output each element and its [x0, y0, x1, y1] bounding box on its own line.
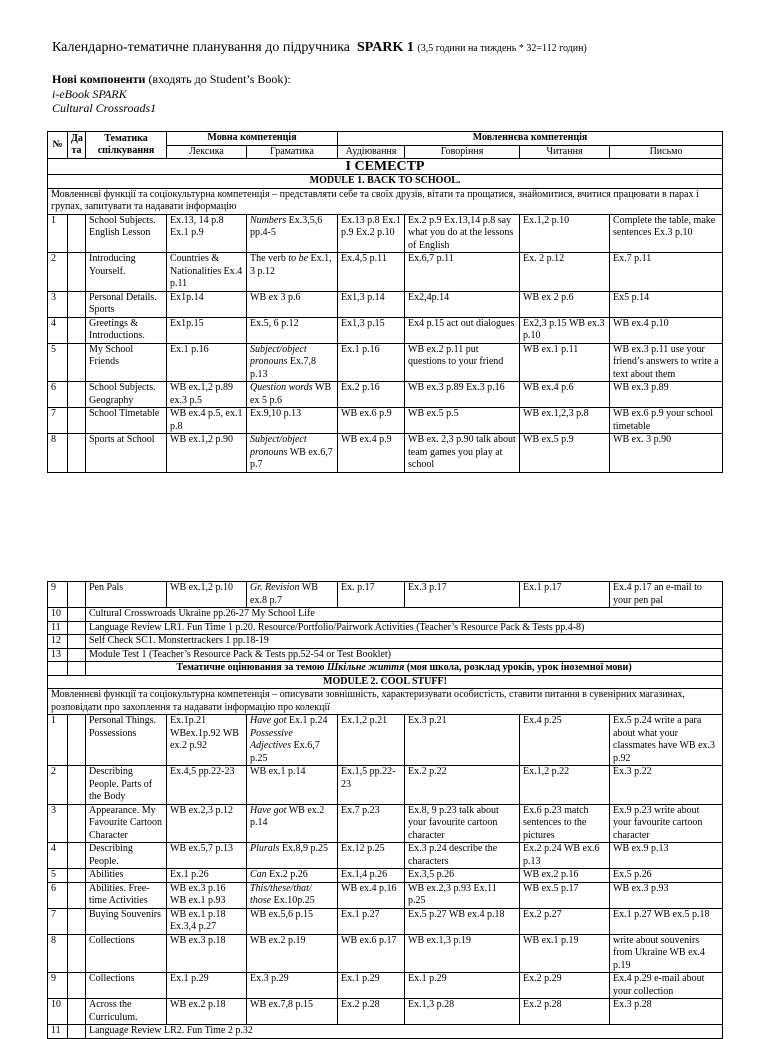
lesson-speaking: Ex.6,7 p.11	[405, 253, 520, 292]
assessment-text	[86, 662, 723, 676]
grammar-text: Ex.1 p.24	[286, 715, 328, 726]
plan-table-2	[47, 581, 723, 1039]
lesson-reading: Ex.2 p.28	[520, 999, 610, 1025]
lesson-grammar	[247, 715, 338, 766]
lesson-number: 12	[48, 635, 68, 649]
lesson-lexis: Ex.13, 14 p.8 Ex.1 p.9	[167, 214, 247, 253]
grammar-text: The verb	[250, 253, 289, 264]
lesson-date	[68, 648, 86, 662]
lesson-writing: Ex.4 p.29 e-mail about your collection	[610, 973, 723, 999]
grammar-italic: Numbers	[250, 214, 287, 226]
lesson-grammar	[247, 408, 338, 434]
lesson-lexis: WB ex.5,7 p.13	[167, 843, 247, 869]
lesson-writing: Ex.9 p.23 write about your favourite cartoon character	[610, 804, 723, 843]
lesson-grammar	[247, 582, 338, 608]
lesson-topic: Describing People.	[86, 843, 167, 869]
lesson-speaking: Ex.3 p.24 describe the characters	[405, 843, 520, 869]
semester-title: І СЕМЕСТР	[48, 159, 723, 175]
lesson-speaking: WB ex.2,3 p.93 Ex.11 p.25	[405, 882, 520, 908]
lesson-speaking: WB ex. 2,3 p.90 talk about team games you play at school	[405, 434, 520, 473]
lesson-row	[48, 582, 723, 608]
grammar-italic: Have got	[250, 804, 287, 816]
lesson-row	[48, 715, 723, 766]
grammar-text: WB ex.2 p.14	[250, 804, 325, 828]
lesson-speaking: WB ex.1,3 p.19	[405, 934, 520, 973]
grammar-text: Ex.7,8 p.13	[250, 356, 317, 380]
lesson-date	[68, 973, 86, 999]
lesson-date	[68, 662, 86, 676]
lesson-lexis: WB ex.2,3 p.12	[167, 804, 247, 843]
lesson-grammar	[247, 317, 338, 343]
lesson-grammar	[247, 343, 338, 382]
component-2: Cultural Crossroads1	[52, 101, 157, 115]
lesson-listening: Ex.13 p.8 Ex.1 p.9 Ex.2 p.10	[338, 214, 405, 253]
lesson-number: 6	[48, 882, 68, 908]
lesson-writing: Ex5 p.14	[610, 291, 723, 317]
lesson-reading: Ex.2 p.27	[520, 908, 610, 934]
lesson-listening: WB ex.4 p.9	[338, 434, 405, 473]
lesson-lexis: WB ex.4 p.5, ex.1 p.8	[167, 408, 247, 434]
new-components	[52, 72, 291, 116]
lesson-row	[48, 291, 723, 317]
lesson-date	[68, 408, 86, 434]
col-writing: Письмо	[610, 145, 723, 159]
assessment-topic: Шкільне життя	[327, 662, 405, 673]
lesson-date	[68, 766, 86, 805]
lesson-reading: WB ex.5 p.17	[520, 882, 610, 908]
lesson-reading: Ex.1,2 p.10	[520, 214, 610, 253]
grammar-text: WB ex.6,7 p.7	[250, 446, 333, 470]
lesson-grammar	[247, 291, 338, 317]
lesson-lexis: WB ex.1,2 p.90	[167, 434, 247, 473]
lesson-date	[68, 908, 86, 934]
grammar-text: WB ex 5 p.6	[250, 382, 332, 406]
lesson-lexis: Ex.1 p.16	[167, 343, 247, 382]
grammar-text: Ex.3,5,6 pp.4-5	[250, 214, 323, 238]
lesson-date	[68, 434, 86, 473]
grammar-italic: Subject/object pronouns	[250, 343, 307, 367]
component-1: i-eBook SPARK	[52, 86, 127, 101]
lesson-number: 2	[48, 766, 68, 805]
lesson-date	[68, 934, 86, 973]
lesson-speaking: Ex.8, 9 p.23 talk about your favourite cartoon character	[405, 804, 520, 843]
grammar-text: WB ex.7,8 p.15	[250, 999, 314, 1010]
lesson-listening: WB ex.6 p.17	[338, 934, 405, 973]
lesson-speaking: Ex.1 p.29	[405, 973, 520, 999]
lesson-topic: Personal Details. Sports	[86, 291, 167, 317]
lesson-speaking: Ex2,4p.14	[405, 291, 520, 317]
lesson-lexis: Ex.1 p.26	[167, 869, 247, 883]
grammar-text: WB ex.8 p.7	[250, 582, 318, 606]
lesson-listening: Ex. p.17	[338, 582, 405, 608]
lesson-row	[48, 908, 723, 934]
lesson-topic: Pen Pals	[86, 582, 167, 608]
assessment-post: (моя школа, розклад уроків, урок іноземної мови)	[404, 662, 632, 673]
lesson-reading: Ex.1,2 p.22	[520, 766, 610, 805]
lesson-reading: WB ex.1 p.11	[520, 343, 610, 382]
col-date: Да та	[68, 132, 86, 159]
lesson-lexis: Ex.4,5 pp.22-23	[167, 766, 247, 805]
lesson-reading: WB ex.1 p.19	[520, 934, 610, 973]
col-listening: Аудіювання	[338, 145, 405, 159]
lesson-speaking: Ex4 p.15 act out dialogues	[405, 317, 520, 343]
lesson-lexis: WB ex.2 p.18	[167, 999, 247, 1025]
lesson-grammar	[247, 434, 338, 473]
lesson-writing: WB ex.6 p.9 your school timetable	[610, 408, 723, 434]
grammar-italic: Possessive Adjectives	[250, 727, 293, 751]
lesson-topic: School Subjects. Geography	[86, 382, 167, 408]
lesson-number: 4	[48, 317, 68, 343]
col-speaking: Говоріння	[405, 145, 520, 159]
lesson-number: 7	[48, 908, 68, 934]
lesson-listening: WB ex.6 p.9	[338, 408, 405, 434]
lesson-reading: Ex.6 p.23 match sentences to the pictures	[520, 804, 610, 843]
lesson-writing: Ex.3 p.28	[610, 999, 723, 1025]
lesson-reading: Ex. 2 p.12	[520, 253, 610, 292]
lesson-writing: Ex.5 p.26	[610, 869, 723, 883]
lesson-lexis: Countries & Nationalities Ex.4 p.11	[167, 253, 247, 292]
lesson-date	[68, 621, 86, 635]
lesson-date	[68, 635, 86, 649]
lesson-lexis: WB ex.3 p.18	[167, 934, 247, 973]
module-2-functions-row	[48, 689, 723, 715]
lesson-date	[68, 382, 86, 408]
lesson-topic: Across the Curriculum.	[86, 999, 167, 1025]
lesson-date	[68, 1025, 86, 1039]
lesson-topic: Personal Things. Possessions	[86, 715, 167, 766]
grammar-italic: Gr. Revision	[250, 582, 300, 593]
lesson-grammar	[247, 973, 338, 999]
lesson-number: 7	[48, 408, 68, 434]
lesson-lexis: WB ex.1,2 p.10	[167, 582, 247, 608]
lesson-grammar	[247, 934, 338, 973]
lesson-listening: Ex.1,5 pp.22-23	[338, 766, 405, 805]
lesson-date	[68, 253, 86, 292]
span-row	[48, 608, 723, 622]
grammar-text: Ex.1, 3 p.12	[250, 253, 332, 277]
lesson-number: 13	[48, 648, 68, 662]
lesson-speaking: Ex.1,3 p.28	[405, 999, 520, 1025]
lesson-grammar	[247, 214, 338, 253]
lesson-row	[48, 869, 723, 883]
lesson-reading: WB ex.4 p.6	[520, 382, 610, 408]
col-lexis: Лексика	[167, 145, 247, 159]
grammar-italic: This/these/that/ those	[250, 882, 312, 906]
lesson-reading: Ex.2 p.24 WB ex.6 p.13	[520, 843, 610, 869]
grammar-text: Ex.10p.25	[271, 895, 315, 906]
lesson-listening: Ex.1 p.29	[338, 973, 405, 999]
lesson-topic: Buying Souvenirs	[86, 908, 167, 934]
lesson-number: 10	[48, 608, 68, 622]
lesson-listening: Ex.12 p.25	[338, 843, 405, 869]
lesson-number: 3	[48, 804, 68, 843]
lesson-writing: Ex.5 p.24 write a para about what your classmates have WB ex.3 p.92	[610, 715, 723, 766]
lesson-topic: Collections	[86, 973, 167, 999]
lesson-grammar	[247, 843, 338, 869]
lesson-row	[48, 317, 723, 343]
grammar-italic: to be	[288, 253, 309, 264]
col-language-comp: Мовна компетенція	[167, 132, 338, 146]
grammar-italic: Can	[250, 869, 267, 880]
span-row	[48, 635, 723, 649]
lesson-number	[48, 662, 68, 676]
title-prefix: Календарно-тематичне планування до підручника	[52, 40, 350, 55]
lesson-number: 5	[48, 343, 68, 382]
col-topic: Тематика спілкування	[86, 132, 167, 159]
lesson-span-text: Module Test 1 (Teacher’s Resource Pack & Tests pp.52-54 or Test Booklet)	[86, 648, 723, 662]
lesson-reading: WB ex.5 p.9	[520, 434, 610, 473]
lesson-topic: Abilities. Free-time Activities	[86, 882, 167, 908]
lesson-speaking: Ex.3 p.21	[405, 715, 520, 766]
lesson-grammar	[247, 804, 338, 843]
lesson-date	[68, 882, 86, 908]
grammar-text: Ex.9,10 p.13	[250, 408, 302, 419]
lesson-topic: School Subjects. English Lesson	[86, 214, 167, 253]
lesson-lexis: Ex1p.15	[167, 317, 247, 343]
lesson-date	[68, 869, 86, 883]
grammar-text: WB ex.2 p.19	[250, 934, 306, 946]
lesson-lexis: WB ex.1 p.18 Ex.3,4 p.27	[167, 908, 247, 934]
lesson-number: 1	[48, 715, 68, 766]
col-reading: Читання	[520, 145, 610, 159]
lesson-speaking: Ex.2 p.9 Ex.13,14 p.8 say what you do at the lessons of English	[405, 214, 520, 253]
lesson-topic: Abilities	[86, 869, 167, 883]
lesson-reading: Ex.1 p.17	[520, 582, 610, 608]
grammar-text: WB ex.5,6 p.15	[250, 908, 314, 920]
lesson-date	[68, 715, 86, 766]
lesson-row	[48, 434, 723, 473]
lesson-span-text: Cultural Crosswroads Ukraine pp.26-27 My School Life	[86, 608, 723, 622]
lesson-lexis: WB ex.1,2 p.89 ex.3 p.5	[167, 382, 247, 408]
lesson-date	[68, 582, 86, 608]
lesson-span-text: Self Check SC1. Monstertrackers 1 pp.18-19	[86, 635, 723, 649]
lesson-row	[48, 882, 723, 908]
lesson-date	[68, 343, 86, 382]
lesson-grammar	[247, 253, 338, 292]
lesson-writing: Ex.3 p.22	[610, 766, 723, 805]
lesson-writing: Ex.7 p.11	[610, 253, 723, 292]
lesson-number: 10	[48, 999, 68, 1025]
lesson-grammar	[247, 766, 338, 805]
grammar-italic: Question words	[250, 382, 313, 393]
lesson-row	[48, 934, 723, 973]
lesson-listening: Ex1,3 p.15	[338, 317, 405, 343]
grammar-text: Ex.6,7 p.25	[250, 740, 320, 764]
grammar-text: Ex.5, 6 p.12	[250, 317, 299, 329]
grammar-text: Ex.2 p.26	[266, 869, 308, 880]
lesson-listening: Ex.2 p.28	[338, 999, 405, 1025]
plan-table-1	[47, 131, 723, 473]
lesson-writing: WB ex. 3 p.90	[610, 434, 723, 473]
lesson-number: 1	[48, 214, 68, 253]
lesson-row	[48, 973, 723, 999]
span-row	[48, 648, 723, 662]
module-2-functions: Мовленнєві функції та соціокультурна компетенція – описувати зовнішність, характеризувати особистість, ставити питання в сувенірних магазинах, розповідати про захоплення та надавати інформацію про колекції	[48, 689, 723, 715]
lesson-number: 2	[48, 253, 68, 292]
col-num: №	[48, 132, 68, 159]
lesson-listening: Ex.1,2 p.21	[338, 715, 405, 766]
lesson-reading: Ex.2 p.29	[520, 973, 610, 999]
col-grammar: Граматика	[247, 145, 338, 159]
lesson-listening: Ex.1,4 p.26	[338, 869, 405, 883]
lesson-span-text: Language Review LR2. Fun Time 2 p.32	[86, 1025, 723, 1039]
lesson-number: 9	[48, 582, 68, 608]
lesson-topic: Collections	[86, 934, 167, 973]
title-book: SPARK 1	[357, 40, 414, 55]
lesson-topic: Describing People. Parts of the Body	[86, 766, 167, 805]
lesson-number: 8	[48, 934, 68, 973]
lesson-date	[68, 999, 86, 1025]
lesson-reading: Ex.4 p.25	[520, 715, 610, 766]
lesson-topic: Sports at School	[86, 434, 167, 473]
module-1-functions: Мовленнєві функції та соціокультурна компетенція – представляти себе та своїх друзів, вітати та прощатися, знайомитися, вчитися працювати в парах і групах, запитувати та надавати інформацію	[48, 188, 723, 214]
lesson-listening: Ex1,3 p.14	[338, 291, 405, 317]
lesson-speaking: WB ex.5 p.5	[405, 408, 520, 434]
lesson-grammar	[247, 382, 338, 408]
lesson-listening: Ex.1 p.27	[338, 908, 405, 934]
lesson-number: 11	[48, 1025, 68, 1039]
lesson-lexis: WB ex.3 p.16 WB ex.1 p.93	[167, 882, 247, 908]
lesson-date	[68, 608, 86, 622]
lesson-row	[48, 999, 723, 1025]
lesson-speaking: Ex.3 p.17	[405, 582, 520, 608]
lesson-writing: WB ex.3 p.93	[610, 882, 723, 908]
lesson-writing: write about souvenirs from Ukraine WB ex.4 p.19	[610, 934, 723, 973]
lesson-row	[48, 382, 723, 408]
lesson-speaking: WB ex.3 p.89 Ex.3 p.16	[405, 382, 520, 408]
lesson-number: 4	[48, 843, 68, 869]
lesson-writing: Ex.4 p.17 an e-mail to your pen pal	[610, 582, 723, 608]
lesson-reading: WB ex 2 p.6	[520, 291, 610, 317]
lesson-speaking: Ex.2 p.22	[405, 766, 520, 805]
lesson-row	[48, 253, 723, 292]
page-title	[52, 40, 587, 56]
module-2-title: MODULE 2. COOL STUFF!	[48, 675, 723, 689]
lesson-writing: WB ex.4 p.10	[610, 317, 723, 343]
module-1-title: MODULE 1. BACK TO SCHOOL.	[48, 175, 723, 189]
lesson-listening: Ex.1 p.16	[338, 343, 405, 382]
lesson-writing: WB ex.3 p.89	[610, 382, 723, 408]
lesson-date	[68, 214, 86, 253]
lesson-reading: WB ex.1,2,3 p.8	[520, 408, 610, 434]
lesson-speaking: WB ex.2 p.11 put questions to your friend	[405, 343, 520, 382]
grammar-italic: Have got	[250, 715, 287, 726]
module-2-title-row	[48, 675, 723, 689]
lesson-row	[48, 408, 723, 434]
lesson-topic: Greetings & Introductions.	[86, 317, 167, 343]
new-components-label: Нові компоненти	[52, 72, 146, 86]
lesson-listening: Ex.7 p.23	[338, 804, 405, 843]
lesson-listening: Ex.4,5 p.11	[338, 253, 405, 292]
lesson-reading: Ex2,3 p.15 WB ex.3 p.10	[520, 317, 610, 343]
lesson-number: 3	[48, 291, 68, 317]
lesson-grammar	[247, 999, 338, 1025]
lesson-span-text: Language Review LR1. Fun Time 1 p.20. Resource/Portfolio/Pairwork Activities (Teacher’s Resource Pack & Tests pp.4-8)	[86, 621, 723, 635]
lesson-reading: WB ex.2 p.16	[520, 869, 610, 883]
lesson-date	[68, 317, 86, 343]
lesson-topic: My School Friends	[86, 343, 167, 382]
lesson-lexis: Ex.1 p.29	[167, 973, 247, 999]
span-row	[48, 621, 723, 635]
lesson-row	[48, 766, 723, 805]
lesson-topic: Appearance. My Favourite Cartoon Character	[86, 804, 167, 843]
lesson-lexis: Ex1p.14	[167, 291, 247, 317]
grammar-text: Ex.8,9 p.25	[279, 843, 329, 854]
lesson-number: 9	[48, 973, 68, 999]
lesson-speaking: Ex.3,5 p.26	[405, 869, 520, 883]
assessment-row	[48, 662, 723, 676]
lesson-grammar	[247, 908, 338, 934]
lesson-speaking: Ex.5 p.27 WB ex.4 p.18	[405, 908, 520, 934]
lesson-writing: Ex.1 p.27 WB ex.5 p.18	[610, 908, 723, 934]
lesson-row	[48, 343, 723, 382]
lesson-row	[48, 804, 723, 843]
lesson-grammar	[247, 882, 338, 908]
lesson-date	[68, 843, 86, 869]
assessment-pre: Тематичне оцінювання за темою	[176, 662, 328, 673]
lesson-topic: School Timetable	[86, 408, 167, 434]
lesson-number: 11	[48, 621, 68, 635]
col-speech-comp: Мовленнєва компетенція	[338, 132, 723, 146]
lesson-listening: Ex.2 p.16	[338, 382, 405, 408]
grammar-text: Ex.3 p.29	[250, 973, 289, 984]
new-components-note: (входять до Student’s Book):	[145, 72, 291, 86]
grammar-text: WB ex 3 p.6	[250, 291, 301, 303]
lesson-writing: WB ex.9 p.13	[610, 843, 723, 869]
grammar-text: WB ex.1 p.14	[250, 766, 306, 777]
title-hours: (3,5 години на тиждень * 32=112 годин)	[417, 43, 587, 54]
lesson-number: 6	[48, 382, 68, 408]
lesson-writing: WB ex.3 p.11 use your friend’s answers to write a text about them	[610, 343, 723, 382]
lesson-lexis: Ex.1p.21 WBex.1p.92 WB ex.2 p.92	[167, 715, 247, 766]
span-row	[48, 1025, 723, 1039]
lesson-row	[48, 214, 723, 253]
lesson-date	[68, 804, 86, 843]
lesson-listening: WB ex.4 p.16	[338, 882, 405, 908]
grammar-italic: Subject/object pronouns	[250, 434, 307, 458]
lesson-date	[68, 291, 86, 317]
lesson-grammar	[247, 869, 338, 883]
lesson-row	[48, 843, 723, 869]
lesson-number: 8	[48, 434, 68, 473]
lesson-topic: Introducing Yourself.	[86, 253, 167, 292]
lesson-number: 5	[48, 869, 68, 883]
grammar-italic: Plurals	[250, 843, 280, 854]
lesson-writing: Complete the table, make sentences Ex.3 p.10	[610, 214, 723, 253]
